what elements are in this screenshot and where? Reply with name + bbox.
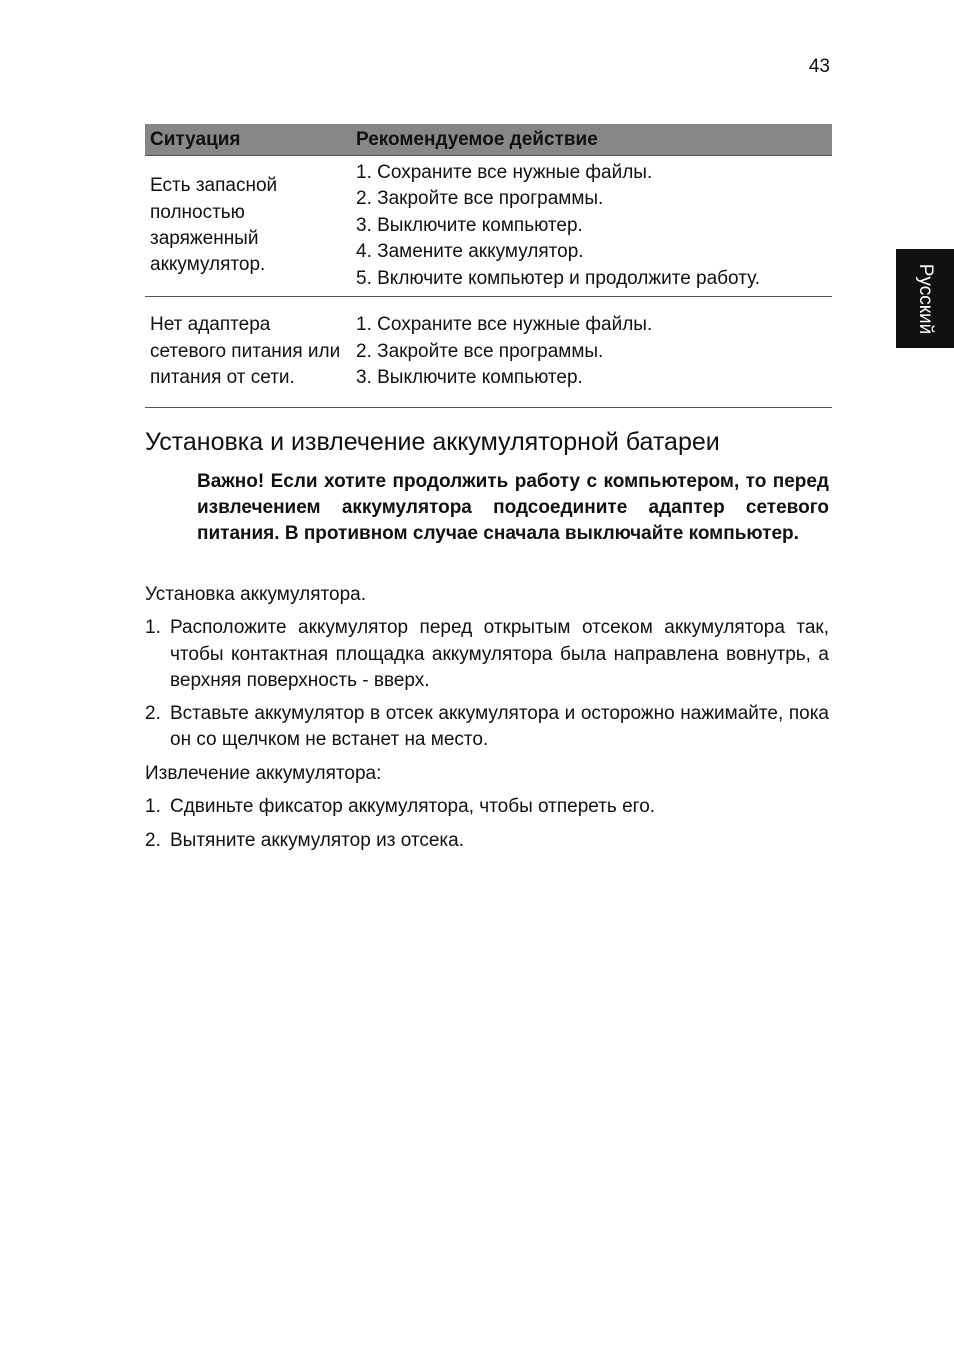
- step-text: Вытяните аккумулятор из отсека.: [170, 829, 464, 851]
- install-steps-list: [145, 615, 829, 754]
- action-item: 5. Включите компьютер и продолжите работу.: [356, 267, 761, 289]
- install-heading: Установка аккумулятора.: [145, 584, 366, 605]
- list-item: [145, 615, 829, 695]
- table-row: [145, 297, 832, 408]
- page-number: 43: [808, 56, 830, 77]
- list-item: [145, 828, 829, 855]
- situation-cell: [145, 156, 351, 297]
- troubleshooting-table: [145, 124, 832, 408]
- actions-list: [356, 312, 827, 391]
- action-item: 4. Замените аккумулятор.: [356, 241, 584, 263]
- language-tab: [896, 249, 954, 348]
- actions-cell: [351, 297, 832, 408]
- remove-heading: Извлечение аккумулятора:: [145, 763, 382, 784]
- action-item: 2. Закройте все программы.: [356, 340, 604, 362]
- remove-steps-list: [145, 794, 829, 854]
- action-item: 2. Закройте все программы.: [356, 188, 604, 210]
- step-number: 2.: [145, 702, 161, 724]
- step-text: Сдвиньте фиксатор аккумулятора, чтобы отпереть его.: [170, 796, 656, 817]
- language-tab-label: Русский: [915, 263, 936, 335]
- step-number: 1.: [145, 617, 161, 638]
- important-note: Важно! Если хотите продолжить работу с компьютером, то перед извлечением аккумулятора подсоедините адаптер сетевого питания. В противном случае сначала выключайте компьютер.: [197, 471, 829, 544]
- action-item: 1. Сохраните все нужные файлы.: [356, 162, 653, 183]
- list-item: [145, 794, 829, 821]
- action-item: 1. Сохраните все нужные файлы.: [356, 314, 653, 336]
- situation-text: Нет адаптера сетевого питания или питания от сети.: [150, 314, 341, 389]
- step-number: 2.: [145, 829, 161, 851]
- action-item: 3. Выключите компьютер.: [356, 367, 583, 389]
- step-text: Вставьте аккумулятор в отсек аккумулятора и осторожно нажимайте, пока он со щелчком не встанет на место.: [170, 702, 829, 750]
- list-item: [145, 701, 829, 754]
- header-situation: Ситуация: [145, 124, 351, 156]
- situation-text: Есть запасной полностью заряженный аккумулятор.: [150, 175, 278, 276]
- header-recommended-action: Рекомендуемое действие: [351, 124, 832, 156]
- step-number: 1.: [145, 796, 161, 817]
- table-row: [145, 156, 832, 297]
- action-item: 3. Выключите компьютер.: [356, 214, 583, 236]
- actions-cell: [351, 156, 832, 297]
- actions-list: [356, 160, 827, 292]
- situation-cell: [145, 297, 351, 408]
- table-header-row: [145, 124, 832, 156]
- step-text: Расположите аккумулятор перед открытым отсеком аккумулятора так, чтобы контактная площадка аккумулятора была направлена вовнутрь, а верхняя поверхность - вверх.: [170, 617, 829, 691]
- section-title: Установка и извлечение аккумуляторной батареи: [145, 428, 720, 456]
